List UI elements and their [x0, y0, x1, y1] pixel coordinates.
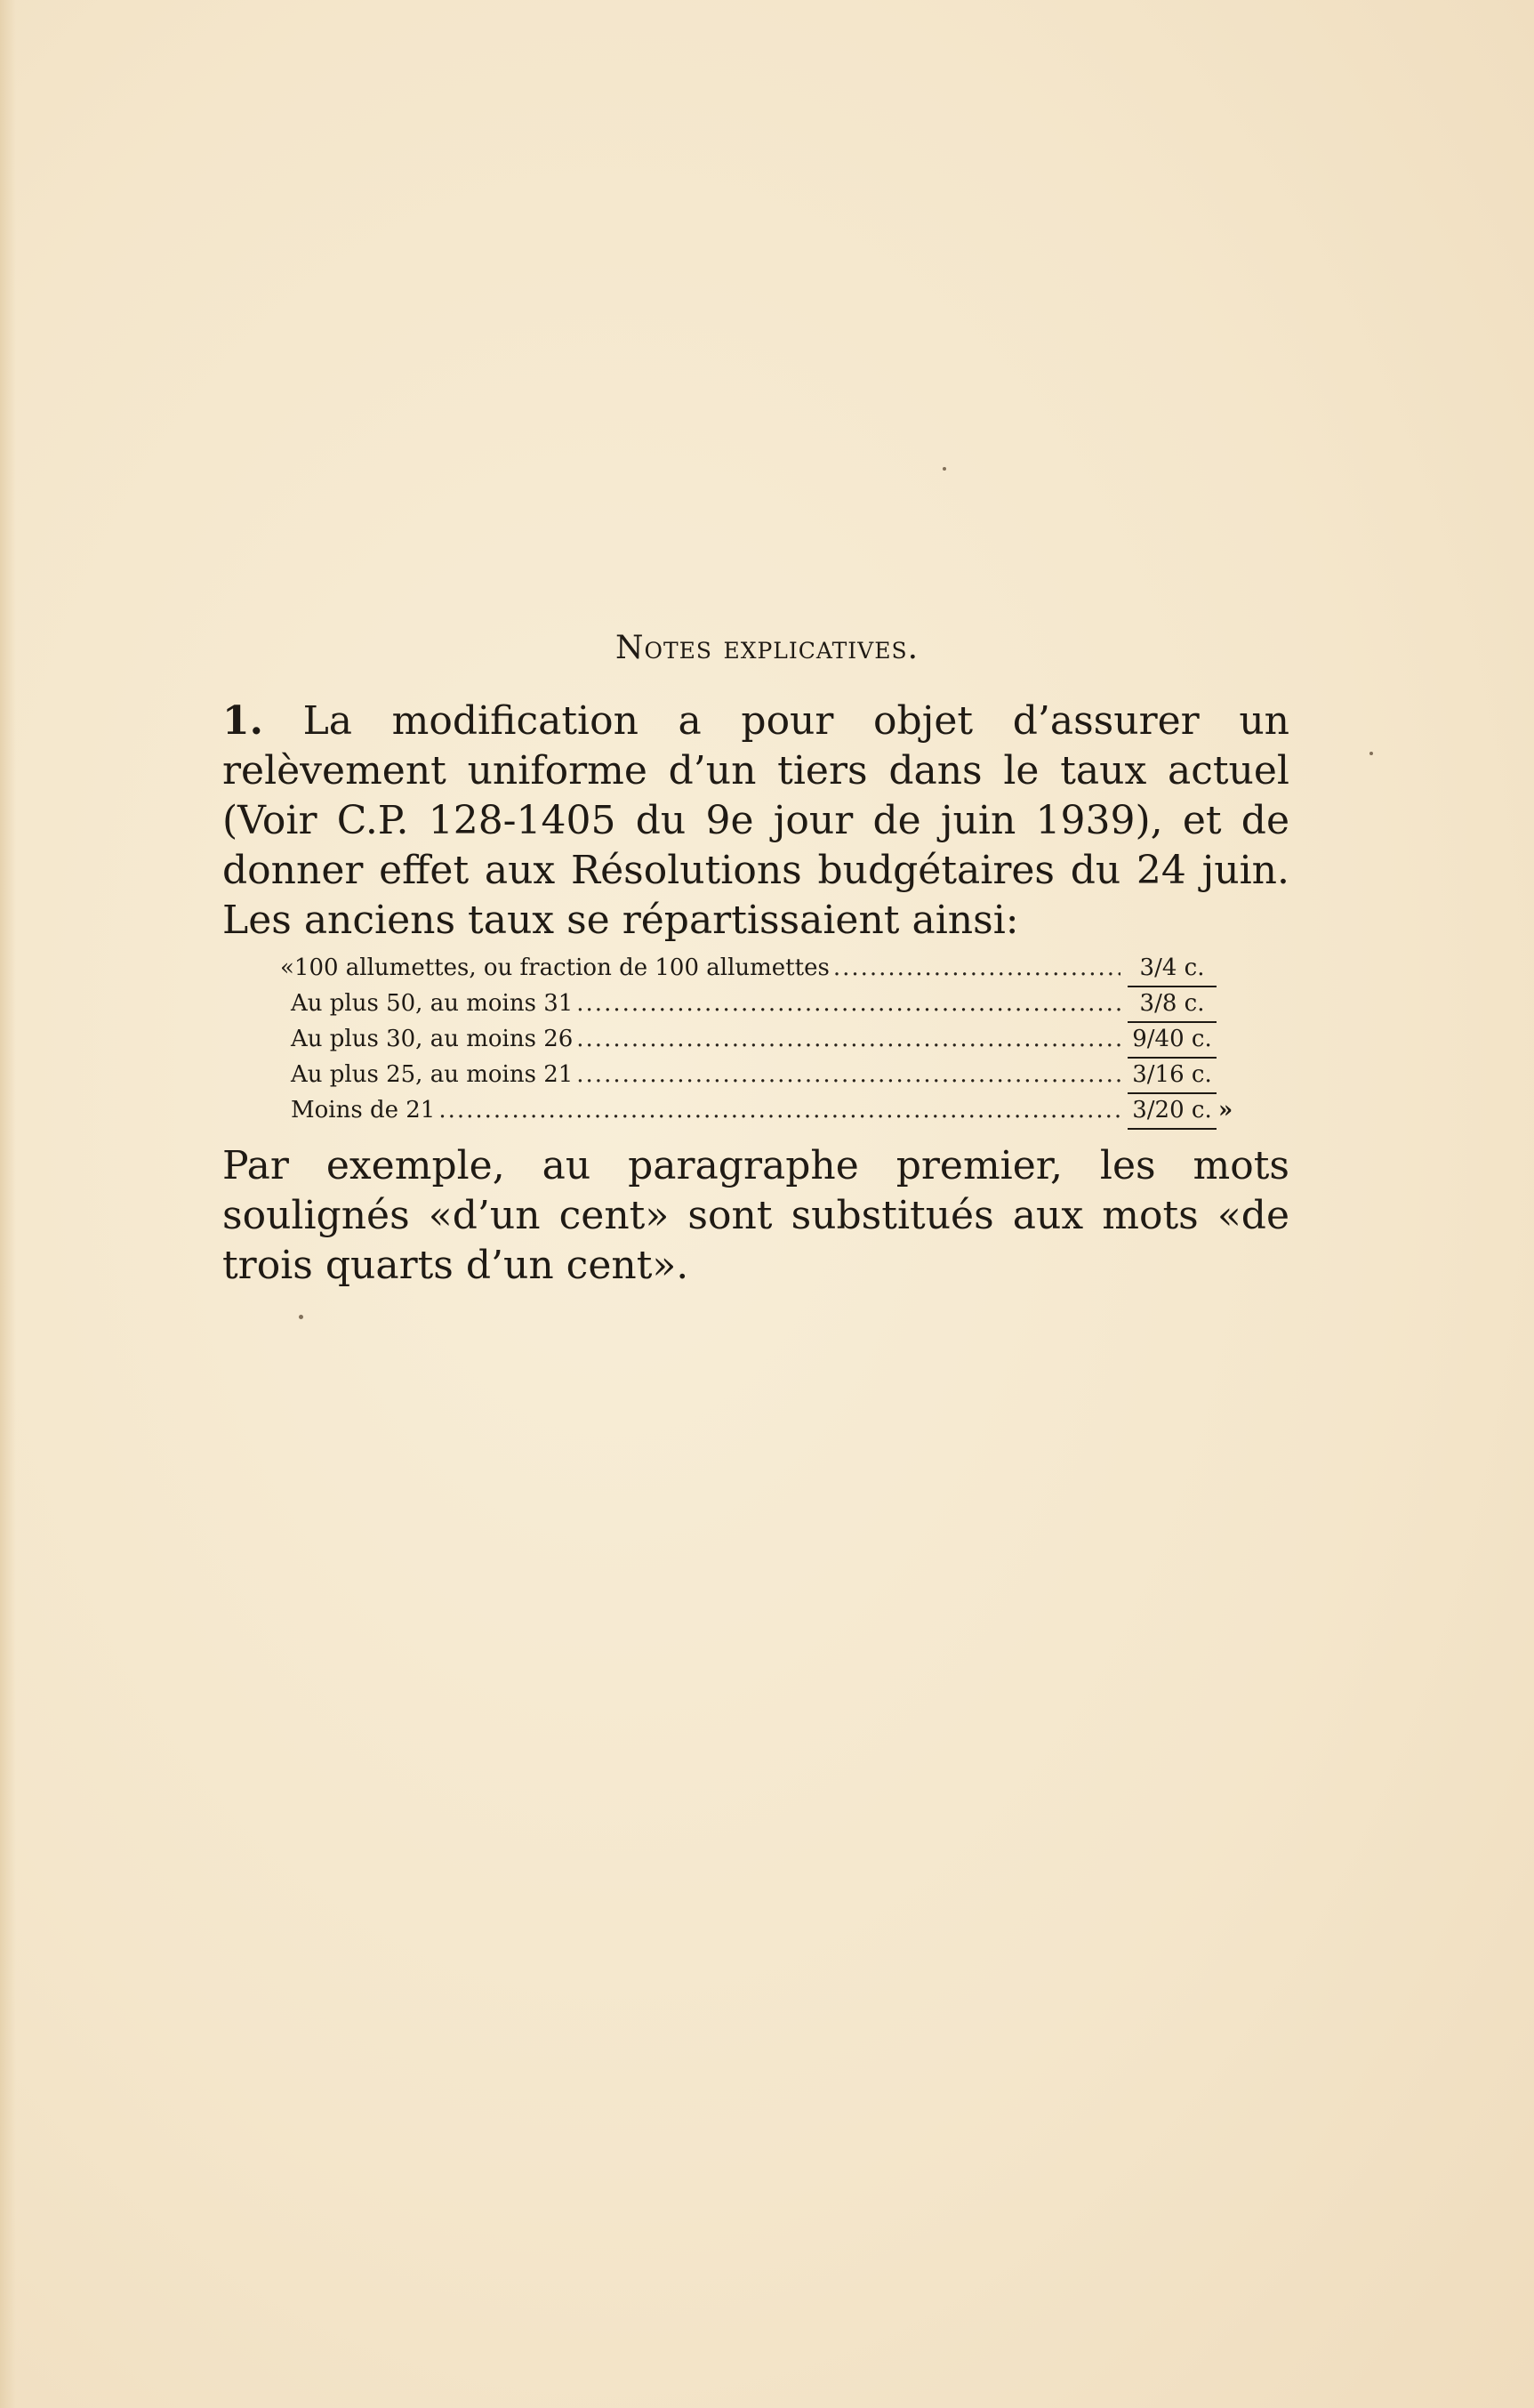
leader-dots: [576, 1021, 1120, 1057]
note-text: La modification a pour objet d’assurer un relèvement uniforme d’un tiers dans le taux actuel (Voir C.P. 128-1405 du 9e jour de juin 1939), et de donner effet aux Résolutions budgétaires du 24 juin. Les anciens taux se répartissaient ainsi:: [222, 698, 1289, 943]
leader-dots: [438, 1092, 1120, 1128]
rate-row: [280, 950, 1236, 986]
rate-row: [280, 1057, 1236, 1092]
ink-speck: [299, 1315, 303, 1319]
rate-row: [280, 1092, 1236, 1128]
rate-label: Au plus 50, au moins 31: [291, 990, 574, 1017]
rate-value: 3/8 c.: [1128, 986, 1217, 1023]
rate-value: 3/4 c.: [1128, 950, 1217, 987]
page-edge-shadow: [0, 0, 16, 2408]
leader-dots: [576, 1057, 1120, 1092]
rate-row: [280, 986, 1236, 1021]
rate-label: Moins de 21: [291, 1097, 436, 1123]
rate-label: Au plus 30, au moins 26: [291, 1026, 574, 1052]
leader-dots: [833, 950, 1120, 986]
rate-value: 3/16 c.: [1128, 1057, 1217, 1094]
ink-speck: [1369, 752, 1373, 755]
rates-table: [280, 950, 1236, 1128]
rate-label: «100 allumettes, ou fraction de 100 allumettes: [280, 954, 830, 981]
notes-heading: Notes explicatives.: [614, 630, 920, 666]
example-paragraph: Par exemple, au paragraphe premier, les mots soulignés «d’un cent» sont substitués aux mots «de trois quarts d’un cent».: [222, 1143, 1289, 1288]
leader-dots: [576, 986, 1120, 1021]
rate-row: [280, 1021, 1236, 1057]
ink-speck: [943, 467, 946, 471]
note-number: 1.: [222, 698, 263, 744]
rate-value: 3/20 c.: [1128, 1092, 1217, 1130]
rate-label: Au plus 25, au moins 21: [291, 1061, 574, 1088]
rate-value: 9/40 c.: [1128, 1021, 1217, 1059]
note-paragraph: [222, 697, 1289, 946]
closing-quote: »: [1218, 1097, 1233, 1123]
